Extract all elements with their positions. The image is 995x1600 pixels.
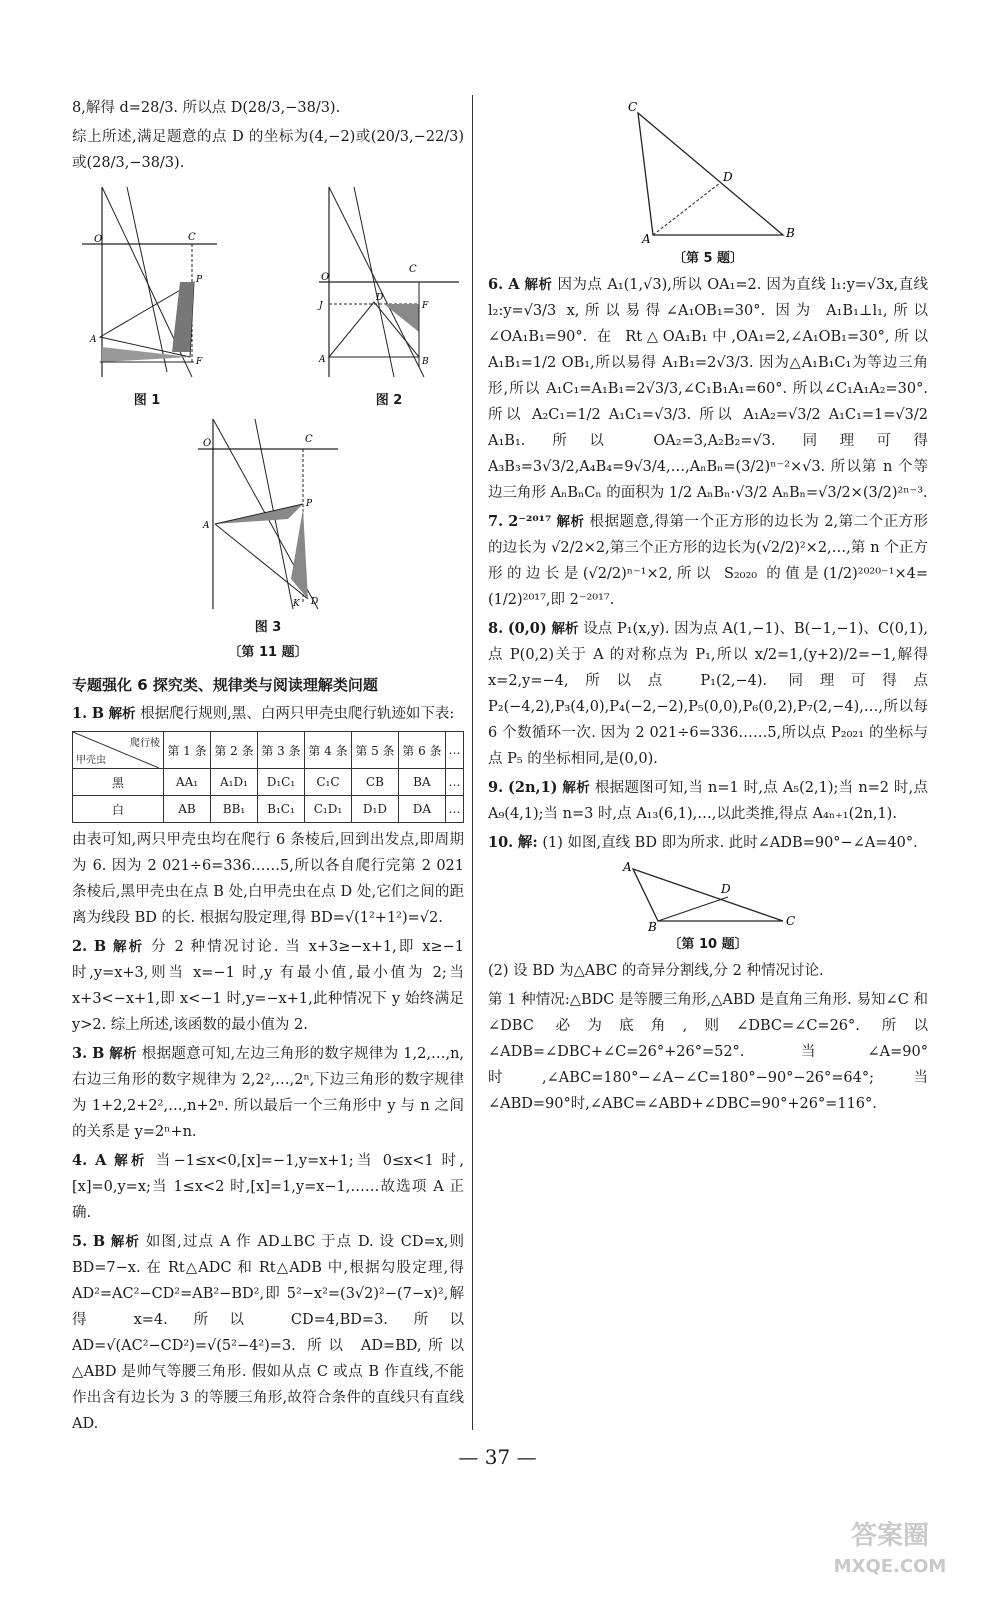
q11-text-2: 综上所述,满足题意的点 D 的坐标为(4,−2)或(20/3,−22/3)或(28/3,−38/3). — [72, 129, 464, 171]
q5-text: 如图,过点 A 作 AD⊥BC 于点 D. 设 CD=x,则 BD=7−x. 在 Rt△ADC 和 Rt△ADB 中,根据勾股定理,得 AD²=AC²−CD²=AB²−BD²,即 5²−x²=(3√2)²−(7−x)²,解得 x=4. 所以 CD=4,BD=3. 所以 AD=√(AC²−CD²)=√(5²−4²)=3. 所以 AD=BD,所以△ABD 是帅气等腰三角形. 假如从点 C 或点 B 作直线,不能作出含有边长为 3 的等腰三角形,故符合条件的直线只有直线 AD. — [72, 1234, 465, 1432]
figure-2 — [314, 182, 464, 414]
q6-number: 6. — [488, 276, 504, 293]
q1-number: 1. — [72, 705, 88, 722]
figure-5-graph — [608, 95, 808, 245]
q10-text-1: (1) 如图,直线 BD 即为所求. 此时∠ADB=90°−∠A=40°. — [542, 835, 918, 851]
svg-text:D: D — [311, 597, 319, 607]
figure-row-1 — [72, 182, 464, 414]
q6-analysis-label: 解析 — [524, 277, 553, 293]
q9-answer: (2n,1) — [508, 779, 558, 796]
svg-text:D: D — [723, 170, 733, 184]
table-header-cell: 第 2 条 — [210, 732, 257, 769]
table-cell: CB — [351, 769, 398, 796]
table-cell: BA — [398, 769, 445, 796]
svg-text:答案圈: 答案圈 — [850, 1521, 930, 1551]
table-header-cell: … — [445, 732, 463, 769]
watermark-logo — [805, 1512, 975, 1582]
q1-solution: 由表可知,两只甲壳虫均在爬行 6 条棱后,回到出发点,即周期为 6. 因为 2 021÷6=336……5,所以各自爬行完第 2 021 条棱后,黑甲壳虫在点 B 处,白甲壳虫在点 D 处,它们之间的距离为线段 BD 的长. 根据勾股定理,得 BD=√(1²+1²)=√2. — [72, 832, 464, 926]
table-header-cell: 第 5 条 — [351, 732, 398, 769]
q1-answer: B — [91, 705, 105, 722]
q4-text: 当−1≤x<0,[x]=−1,y=x+1;当 0≤x<1 时,[x]=0,y=x;当 1≤x<2 时,[x]=1,y=x−1,……故选项 A 正确. — [72, 1153, 465, 1221]
figure-1 — [72, 182, 222, 414]
table-header-cell: 第 1 条 — [164, 732, 211, 769]
table-row-name: 黑 — [73, 769, 164, 796]
q2-answer: B — [93, 938, 107, 955]
table-cell: C₁C — [304, 769, 351, 796]
page-number: — 37 — — [458, 1445, 537, 1469]
q7-number: 7. — [488, 513, 504, 530]
q2-number: 2. — [72, 938, 88, 955]
svg-text:F: F — [196, 357, 203, 367]
table-corner — [73, 732, 164, 769]
table-header-row — [73, 732, 464, 769]
q11-text-1: 8,解得 d=28/3. 所以点 D(28/3,−38/3). — [72, 100, 341, 116]
corner-top-label: 爬行棱 — [130, 738, 160, 749]
q5-analysis-label: 解析 — [110, 1234, 141, 1250]
table-cell: BB₁ — [210, 796, 257, 823]
column-divider — [472, 95, 473, 1430]
svg-text:P: P — [196, 275, 203, 285]
svg-text:A: A — [203, 521, 210, 531]
q1-text: 根据爬行规则,黑、白两只甲壳虫爬行轨迹如下表: — [140, 706, 455, 722]
svg-text:K: K — [293, 599, 300, 609]
q10-part1 — [488, 830, 928, 856]
svg-text:C: C — [305, 434, 313, 445]
table-cell: C₁D₁ — [304, 796, 351, 823]
svg-text:MXQE.COM: MXQE.COM — [833, 1556, 947, 1577]
figure-11-caption: 〔第 11 题〕 — [228, 645, 308, 660]
q3-answer: B — [92, 1045, 105, 1062]
svg-text:C: C — [188, 232, 196, 243]
figure-3-label: 图 3 — [254, 620, 282, 635]
table-cell: … — [445, 769, 463, 796]
table-row — [73, 796, 464, 823]
svg-text:A: A — [642, 232, 651, 245]
table-header-cell: 第 6 条 — [398, 732, 445, 769]
q4-answer: A — [95, 1152, 107, 1169]
q6-answer: A — [508, 276, 520, 293]
svg-text:J: J — [319, 301, 323, 311]
beetle-table — [72, 731, 464, 823]
q9-number: 9. — [488, 779, 504, 796]
figure-5 — [488, 95, 928, 245]
q4 — [72, 1148, 464, 1226]
q7 — [488, 509, 928, 613]
figure-5-caption: 〔第 5 题〕 — [672, 251, 744, 266]
table-cell: A₁D₁ — [210, 769, 257, 796]
svg-text:B: B — [422, 357, 429, 367]
svg-text:C: C — [786, 914, 796, 928]
svg-text:F: F — [422, 301, 429, 311]
table-cell: D₁D — [351, 796, 398, 823]
table-row — [73, 769, 464, 796]
svg-text:B: B — [648, 920, 657, 931]
svg-text:A: A — [90, 335, 97, 345]
svg-text:C: C — [409, 264, 417, 275]
q8-analysis-label: 解析 — [551, 621, 579, 637]
q8-number: 8. — [488, 620, 504, 637]
q6 — [488, 272, 928, 506]
svg-text:D: D — [721, 882, 731, 896]
q5-answer: B — [92, 1233, 106, 1250]
svg-text:P: P — [306, 499, 313, 509]
table-cell: AA₁ — [164, 769, 211, 796]
q3-analysis-label: 解析 — [109, 1046, 137, 1062]
q10-number: 10. — [488, 834, 514, 851]
q10-solution-label: 解: — [517, 834, 538, 851]
figure-3-graph — [193, 414, 343, 614]
q5 — [72, 1229, 464, 1437]
svg-text:D: D — [376, 293, 384, 303]
q9-analysis-label: 解析 — [562, 780, 590, 796]
q10-part2: (2) 设 BD 为△ABC 的奇异分割线,分 2 种情况讨论. — [488, 963, 824, 979]
q8-text: 设点 P₁(x,y). 因为点 A(1,−1)、B(−1,−1)、C(0,1),点 P(0,2)关于 A 的对称点为 P₁,所以 x/2=1,(y+2)/2=−1,解得 x=2,y=−4,所以点 P₁(2,−4). 同理可得点 P₂(−4,2),P₃(4,0),P₄(−2,−2),P₅(0,0),P₆(0,2),P₇(2,−4),…,所以每 6 个数循环一次. 因为 2 021÷6=336……5,所以点 P₂₀₂₁ 的坐标与点 P₅ 的坐标相同,是(0,0). — [488, 621, 929, 767]
figure-1-label: 图 1 — [133, 393, 161, 408]
q1-intro — [72, 701, 464, 727]
q8 — [488, 616, 928, 772]
table-cell: DA — [398, 796, 445, 823]
figure-1-graph — [72, 182, 222, 387]
svg-text:B: B — [786, 226, 795, 240]
q7-text: 根据题意,得第一个正方形的边长为 2,第二个正方形的边长为 √2/2×2,第三个正方形的边长为(√2/2)²×2,…,第 n 个正方形的边长是(√2/2)ⁿ⁻¹×2,所以 S₂₀₂₀ 的值是(1/2)²⁰²⁰⁻¹×4=(1/2)²⁰¹⁷,即 2⁻²⁰¹⁷. — [488, 514, 929, 608]
q3 — [72, 1041, 464, 1145]
q2 — [72, 934, 464, 1038]
figure-3 — [72, 414, 464, 614]
figure-10 — [488, 859, 928, 931]
q5-number: 5. — [72, 1233, 88, 1250]
right-column — [488, 95, 928, 1120]
svg-text:C: C — [628, 100, 638, 114]
svg-text:O: O — [203, 438, 212, 449]
q2-analysis-label: 解析 — [112, 939, 145, 955]
q6-text: 因为点 A₁(1,√3),所以 OA₁=2. 因为直线 l₁:y=√3x,直线 l₂:y=√3/3 x,所以易得∠A₁OB₁=30°. 因为 A₁B₁⊥l₁,所以∠OA₁B₁=90°. 在 Rt△OA₁B₁中,OA₁=2,∠A₁OB₁=30°,所以 A₁B₁=1/2 OB₁,所以易得 A₁B₁=2√3/3. 因为△A₁B₁C₁为等边三角形,所以 A₁C₁=A₁B₁=2√3/3,∠C₁B₁A₁=60°. 所以∠C₁A₁A₂=30°. 所以 A₂C₁=1/2 A₁C₁=√3/3. 所以 A₁A₂=√3/2 A₁C₁=1=√3/2 A₁B₁. 所以 OA₂=3,A₂B₂=√3. 同理可得 A₃B₃=3√3/2,A₄B₄=9√3/4,…,AₙBₙ=(3/2)ⁿ⁻²×√3. 所以第 n 个等边三角形 AₙBₙCₙ 的面积为 1/2 AₙBₙ·√3/2 AₙBₙ=√3/2×(3/2)²ⁿ⁻³. — [488, 277, 929, 501]
left-column — [72, 95, 464, 1440]
svg-text:O: O — [321, 272, 330, 283]
q3-number: 3. — [72, 1045, 88, 1062]
table-cell: AB — [164, 796, 211, 823]
figure-10-graph — [613, 859, 803, 931]
q9 — [488, 775, 928, 827]
table-cell: … — [445, 796, 463, 823]
figure-2-label: 图 2 — [375, 393, 403, 408]
table-row-name: 白 — [73, 796, 164, 823]
figure-10-caption: 〔第 10 题〕 — [668, 937, 748, 952]
corner-bottom-label: 甲壳虫 — [76, 755, 106, 766]
table-cell: D₁C₁ — [257, 769, 304, 796]
table-header-cell: 第 3 条 — [257, 732, 304, 769]
q1-analysis-label: 解析 — [108, 706, 136, 722]
svg-text:A: A — [319, 355, 326, 365]
q4-number: 4. — [72, 1152, 88, 1169]
q2-text: 分 2 种情况讨论. 当 x+3≥−x+1,即 x≥−1 时,y=x+3,则当 x=−1 时,y 有最小值,最小值为 2;当 x+3<−x+1,即 x<−1 时,y=−x+1,此种情况下 y 始终满足 y>2. 综上所述,该函数的最小值为 2. — [72, 939, 465, 1033]
table-cell: B₁C₁ — [257, 796, 304, 823]
table-header-cell: 第 4 条 — [304, 732, 351, 769]
q7-answer: 2⁻²⁰¹⁷ — [508, 513, 552, 530]
svg-text:A: A — [623, 860, 632, 874]
q3-text: 根据题意可知,左边三角形的数字规律为 1,2,…,n,右边三角形的数字规律为 2,2²,…,2ⁿ,下边三角形的数字规律为 1+2,2+2²,…,n+2ⁿ. 所以最后一个三角形中 y 与 n 之间的关系是 y=2ⁿ+n. — [72, 1046, 465, 1140]
q7-analysis-label: 解析 — [556, 514, 585, 530]
q8-answer: (0,0) — [507, 620, 547, 637]
q4-analysis-label: 解析 — [114, 1153, 148, 1169]
q9-text: 根据题图可知,当 n=1 时,点 A₅(2,1);当 n=2 时,点 A₉(4,1);当 n=3 时,点 A₁₃(6,1),…,以此类推,得点 A₄ₙ₊₁(2n,1). — [488, 780, 929, 822]
figure-2-graph — [314, 182, 464, 387]
section-title: 专题强化 6 探究类、规律类与阅读理解类问题 — [72, 676, 378, 694]
q10-part3: 第 1 种情况:△BDC 是等腰三角形,△ABD 是直角三角形. 易知∠C 和∠DBC 必为底角,则∠DBC=∠C=26°. 所以∠ADB=∠DBC+∠C=26°+26°=52°. 当∠A=90°时,∠ABC=180°−∠A−∠C=180°−90°−26°=64°;当∠ABD=90°时,∠ABC=∠ABD+∠DBC=90°+26°=116°. — [488, 992, 928, 1112]
svg-text:O: O — [94, 234, 103, 245]
